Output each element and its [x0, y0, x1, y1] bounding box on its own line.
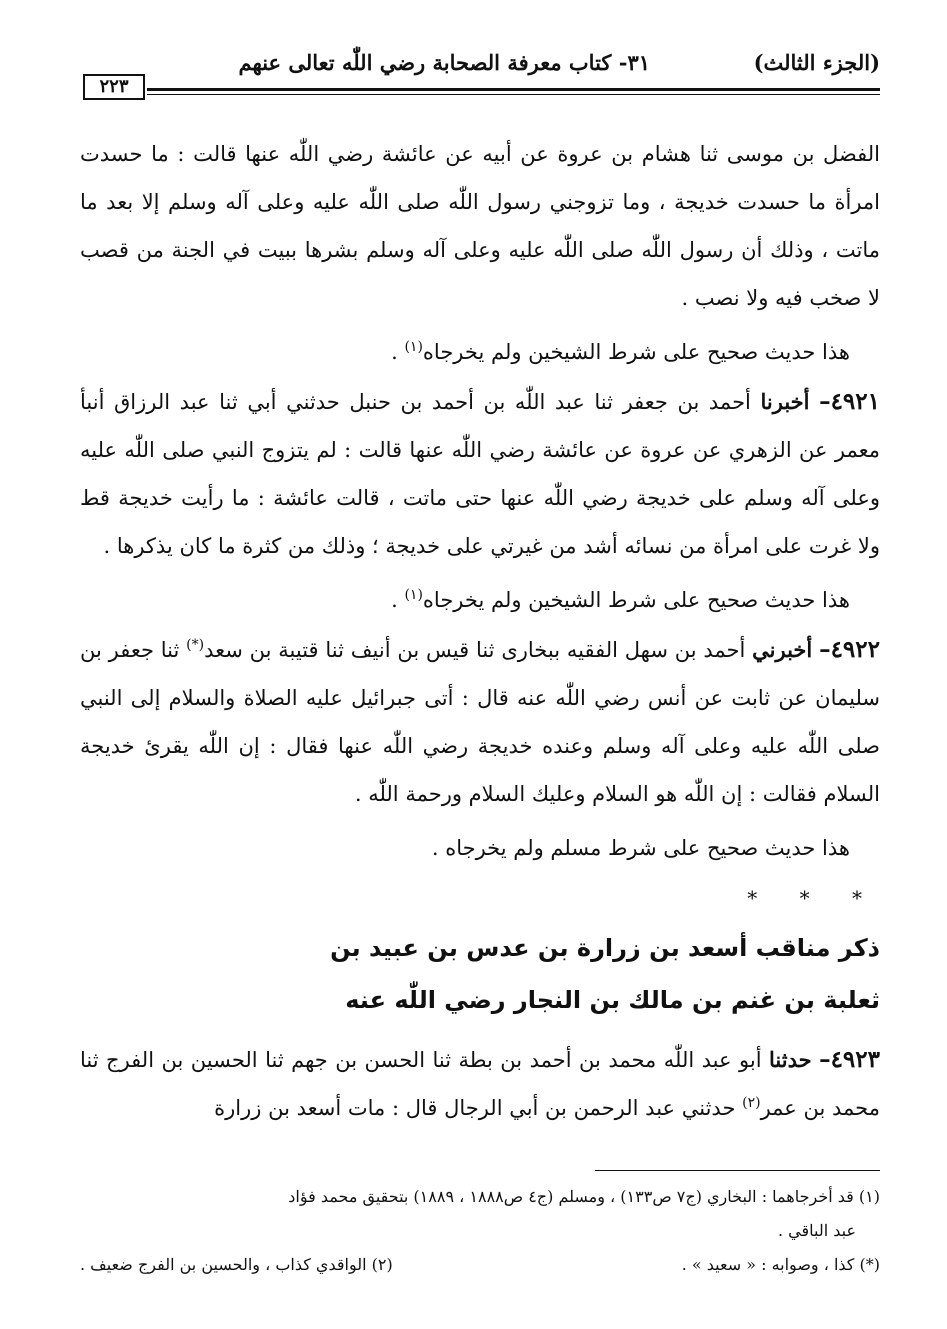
footnote-star [682, 1248, 880, 1282]
footnotes [80, 1180, 880, 1282]
footnote-1 [80, 1180, 880, 1214]
hadith-text-cont: حدثني عبد الرحمن بن أبي الرجال قال : مات أسعد بن زرارة [214, 1096, 743, 1120]
running-header [85, 50, 880, 82]
hadith-4921 [80, 378, 880, 570]
header-volume-label: (الجزء الثالث) [753, 50, 880, 75]
footnote-marker[interactable]: (١) [404, 339, 423, 355]
hadith-text-cont: ثنا جعفر بن سليمان عن ثابت عن أنس رضي اللّٰه عنه قال : أتى جبرائيل عليه الصلاة والسلام إلى النبي صلى اللّٰه عليه وعلى آله وسلم وعنده خديجة رضي اللّٰه عنها فقال : إن اللّٰه يقرئ خديجة السلام فقالت : إن اللّٰه هو السلام وعليك السلام ورحمة اللّٰه . [80, 638, 880, 806]
hadith-number: ٤٩٢١– [819, 388, 880, 415]
page-number: ٢٢٣ [83, 74, 145, 100]
hadith-number: ٤٩٢٢– [819, 636, 880, 663]
header-rule [147, 88, 880, 91]
hadith-lead-word: أخبرنا [760, 389, 810, 414]
verdict-line [80, 328, 880, 376]
paragraph-continued [80, 130, 880, 322]
verdict-text: هذا حديث صحيح على شرط الشيخين ولم يخرجاه [422, 588, 850, 612]
hadith-lead-word: أخبرني [752, 637, 813, 662]
verdict-line [80, 576, 880, 624]
hadith-4922 [80, 626, 880, 818]
footnote-marker[interactable]: (٢) [742, 1095, 761, 1111]
footnote-text: الواقدي كذاب ، والحسين بن الفرج ضعيف . [80, 1255, 367, 1274]
footnote-1-continued [80, 1214, 880, 1248]
footnote-rule [595, 1170, 880, 1171]
hadith-text: أحمد بن جعفر ثنا عبد اللّٰه بن أحمد بن حنبل حدثني أبي ثنا عبد الرزاق أنبأ معمر عن الزهري عن عروة عن عائشة رضي اللّٰه عنها قالت : لم يتزوج النبي صلى اللّٰه عليه وعلى آله وسلم على خديجة رضي اللّٰه عنها حتى ماتت ، قالت عائشة : ما رأيت خديجة قط ولا غرت على امرأة من نسائه أشد من غيرتي على خديجة ؛ وذلك من كثرة ما كان يذكرها . [80, 390, 880, 558]
body-text [80, 130, 880, 1132]
hadith-4923 [80, 1036, 880, 1132]
hadith-text: أبو عبد اللّٰه محمد بن أحمد بن بطة ثنا الحسن بن جهم ثنا الحسين بن الفرج ثنا محمد بن عمر [80, 1048, 880, 1120]
section-heading [80, 922, 880, 1026]
verdict-text: هذا حديث صحيح على شرط مسلم ولم يخرجاه . [431, 836, 850, 860]
section-heading-line-2: ثعلبة بن غنم بن مالك بن النجار رضي اللّٰه عنه [345, 986, 880, 1014]
paragraph-text: الفضل بن موسى ثنا هشام بن عروة عن أبيه عن عائشة رضي اللّٰه عنها قالت : ما حسدت امرأة ما حسدت خديجة ، وما تزوجني رسول اللّٰه صلى اللّٰه عليه وعلى آله وسلم إلا بعد ما ماتت ، وذلك أن رسول اللّٰه صلى اللّٰه عليه وعلى آله وسلم بشرها ببيت في الجنة من قصب لا صخب فيه ولا نصب . [80, 142, 880, 310]
verdict-text: هذا حديث صحيح على شرط الشيخين ولم يخرجاه [422, 340, 850, 364]
hadith-number: ٤٩٢٣– [819, 1046, 880, 1073]
footnote-2 [80, 1248, 393, 1282]
footnote-text: كذا ، وصوابه : « سعيد » . [681, 1255, 855, 1274]
header-rule-thin [147, 94, 880, 95]
footnote-label: (١) [858, 1187, 880, 1206]
footnote-marker[interactable]: (١) [404, 587, 423, 603]
footnote-label: (*) [859, 1255, 880, 1274]
hadith-lead-word: حدثنا [769, 1047, 812, 1072]
verdict-line [80, 824, 880, 872]
section-separator: * * * [747, 886, 880, 910]
footnote-row [80, 1248, 880, 1282]
verdict-end: . [391, 340, 405, 364]
footnote-text: عبد الباقي . [777, 1221, 856, 1240]
section-heading-line-1: ذكر مناقب أسعد بن زرارة بن عدس بن عبيد بن [330, 934, 880, 962]
hadith-text: أحمد بن سهل الفقيه ببخارى ثنا قيس بن أنيف ثنا قتيبة بن سعد [204, 638, 746, 662]
verdict-end: . [391, 588, 405, 612]
footnote-text: قد أخرجاهما : البخاري (ج٧ ص١٣٣) ، ومسلم (ج٤ ص١٨٨٨ ، ١٨٨٩) بتحقيق محمد فؤاد [288, 1187, 854, 1206]
footnote-marker[interactable]: (*) [186, 637, 205, 653]
footnote-label: (٢) [371, 1255, 393, 1274]
header-chapter-title: ٣١- كتاب معرفة الصحابة رضي اللّٰه تعالى عنهم [238, 50, 650, 75]
